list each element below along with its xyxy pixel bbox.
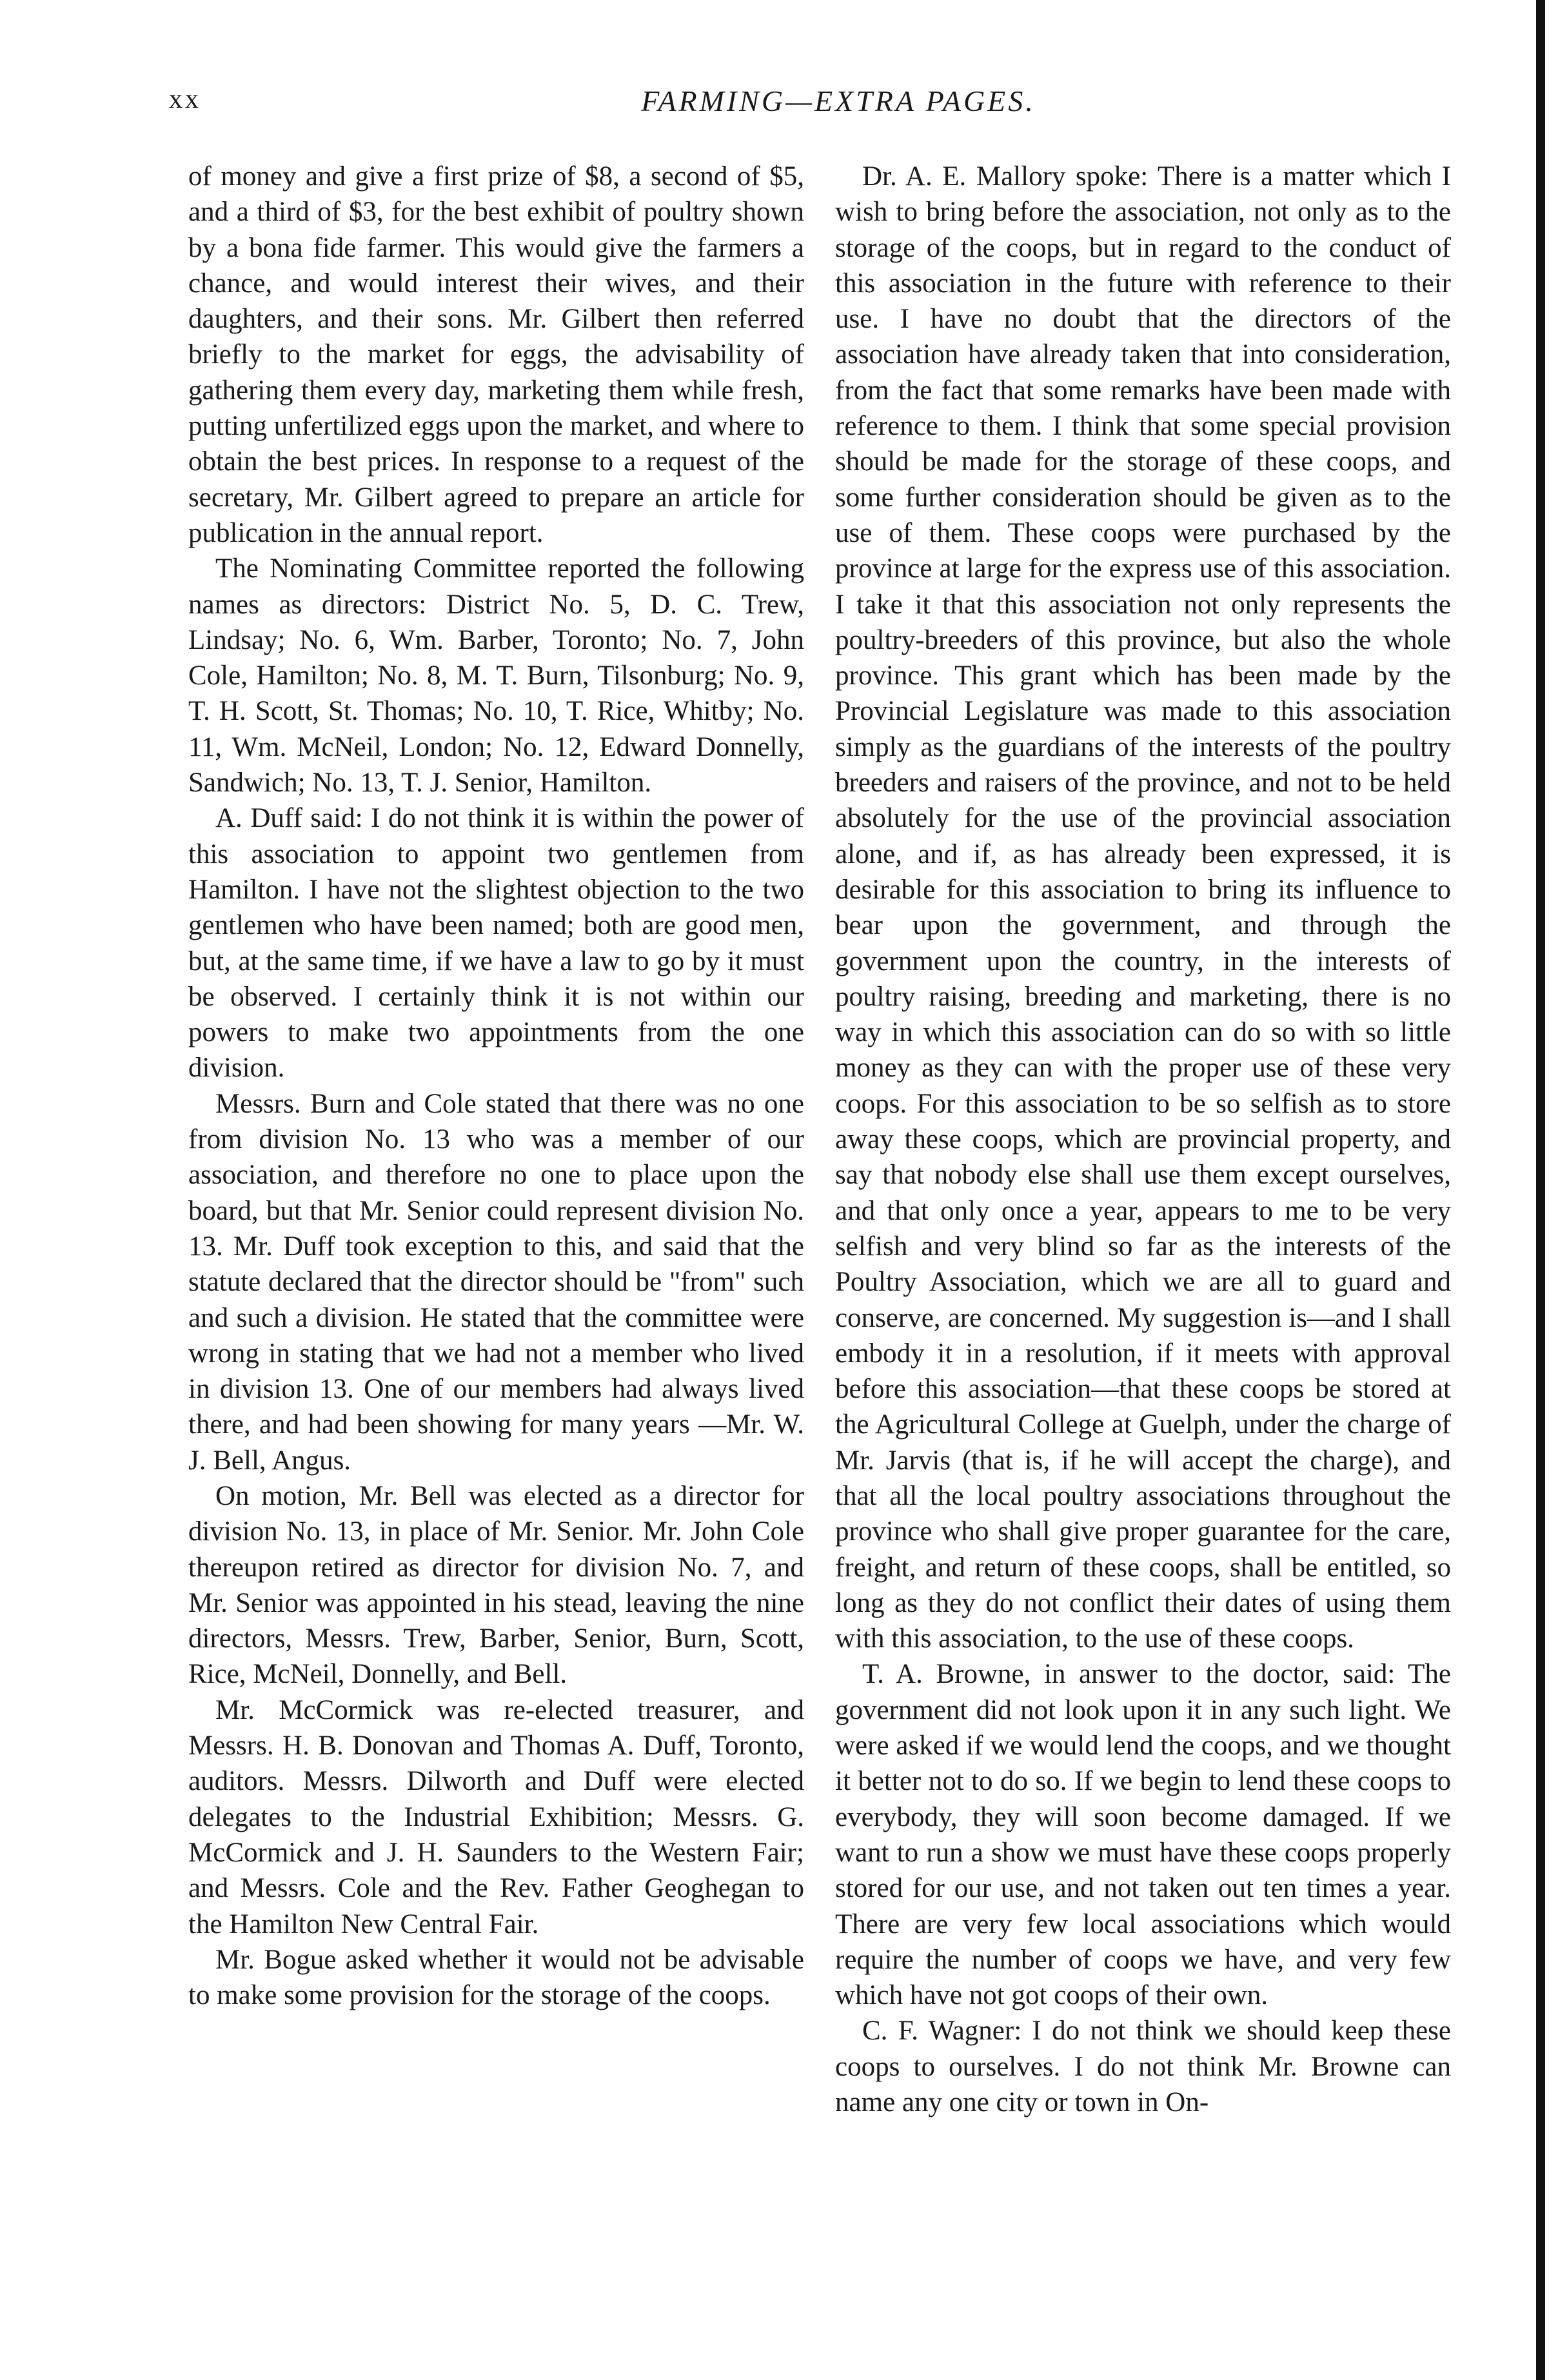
page-header [0,84,1549,135]
page-number: xx [169,84,201,114]
left-column [188,159,804,2013]
right-column [835,159,1451,2120]
paragraph: Mr. Bogue asked whether it would not be advisable to make some provision for the storage of the coops. [188,1944,804,2011]
paragraph: The Nominating Committee reported the following names as directors: District No. 5, D. C. Trew, Lindsay; No. 6, Wm. Barber, Toronto; No. 7, John Cole, Hamilton; No. 8, M. T. Burn, Tilsonburg; No. 9, T. H. Scott, St. Thomas; No. 10, T. Rice, Whitby; No. 11, Wm. McNeil, London; No. 12, Edward Donnelly, Sandwich; No. 13, T. J. Senior, Hamilton. [188,553,804,798]
paragraph: A. Duff said: I do not think it is within the power of this association to appoint two gentlemen from Hamilton. I have not the slightest objection to the two gentlemen who have been named; both are good men, but, at the same time, if we have a law to go by it must be observed. I certainly think it is not within our powers to make two appointments from the one division. [188,803,804,1084]
paragraph: Dr. A. E. Mallory spoke: There is a matter which I wish to bring before the association, not only as to the storage of the coops, but in regard to the conduct of this association in the future with reference to their use. I have no doubt that the directors of the association have already taken that into consideration, from the fact that some remarks have been made with reference to them. I think that some special provision should be made for the storage of these coops, and some further consideration should be given as to the use of them. These coops were purchased by the province at large for the express use of this association. I take it that this association not only represents the poultry-breeders of this province, but also the whole province. This grant which has been made by the Provincial Legislature was made to this association simply as the guardians of the interests of the poultry breeders and raisers of the province, and not to be held absolutely for the use of the provincial association alone, and if, as has already been expressed, it is desirable for this association to bring its influence to bear upon the government, and through the government upon the country, in the interests of poultry raising, breeding and marketing, there is no way in which this association can do so with so little money as they can with the proper use of these very coops. For this association to be so selfish as to store away these coops, which are provincial property, and say that nobody else shall use them except ourselves, and that only once a year, appears to me to be very selfish and very blind so far as the interests of the Poultry Association, which we are all to guard and conserve, are concerned. My suggestion is—and I shall embody it in a resolution, if it meets with approval before this association—that these coops be stored at the Agricultural College at Guelph, under the charge of Mr. Jarvis (that is, if he will accept the charge), and that all the local poultry associations throughout the province who shall give proper guarantee for the care, freight, and return of these coops, shall be entitled, so long as they do not conflict their dates of using them with this association, to the use of these coops. [835,161,1451,1654]
paragraph: Mr. McCormick was re-elected treasurer, and Messrs. H. B. Donovan and Thomas A. Duff, Toronto, auditors. Messrs. Dilworth and Duff were elected delegates to the Industrial Exhibition; Messrs. G. McCormick and J. H. Saunders to the Western Fair; and Messrs. Cole and the Rev. Father Geoghegan to the Hamilton New Central Fair. [188,1694,804,1939]
page-edge-rule [1536,0,1545,2380]
paragraph: T. A. Browne, in answer to the doctor, said: The government did not look upon it in any such light. We were asked if we would lend the coops, and we thought it better not to do so. If we begin to lend these coops to everybody, they will soon become damaged. If we want to run a show we must have these coops properly stored for our use, and not taken out ten times a year. There are very few local associations which would require the number of coops we have, and very few which have not got coops of their own. [835,1659,1451,2011]
running-head: FARMING—EXTRA PAGES. [641,84,1036,117]
paragraph: of money and give a first prize of $8, a second of $5, and a third of $3, for the best exhibit of poultry shown by a bona fide farmer. This would give the farmers a chance, and would interest their wives, and their daughters, and their sons. Mr. Gilbert then referred briefly to the market for eggs, the advisability of gathering them every day, marketing them while fresh, putting unfertilized eggs upon the market, and where to obtain the best prices. In response to a request of the secretary, Mr. Gilbert agreed to prepare an article for publication in the annual report. [188,161,804,548]
paragraph: C. F. Wagner: I do not think we should keep these coops to ourselves. I do not think Mr. Browne can name any one city or town in On- [835,2016,1451,2118]
paragraph: Messrs. Burn and Cole stated that there was no one from division No. 13 who was a member of our association, and therefore no one to place upon the board, but that Mr. Senior could represent division No. 13. Mr. Duff took exception to this, and said that the statute declared that the director should be "from" such and such a division. He stated that the committee were wrong in stating that we had not a member who lived in division 13. One of our members had always lived there, and had been showing for many years —Mr. W. J. Bell, Angus. [188,1088,804,1476]
paragraph: On motion, Mr. Bell was elected as a director for division No. 13, in place of Mr. Senior. Mr. John Cole thereupon retired as director for division No. 7, and Mr. Senior was appointed in his stead, leaving the nine directors, Messrs. Trew, Barber, Senior, Burn, Scott, Rice, McNeil, Donnelly, and Bell. [188,1480,804,1690]
